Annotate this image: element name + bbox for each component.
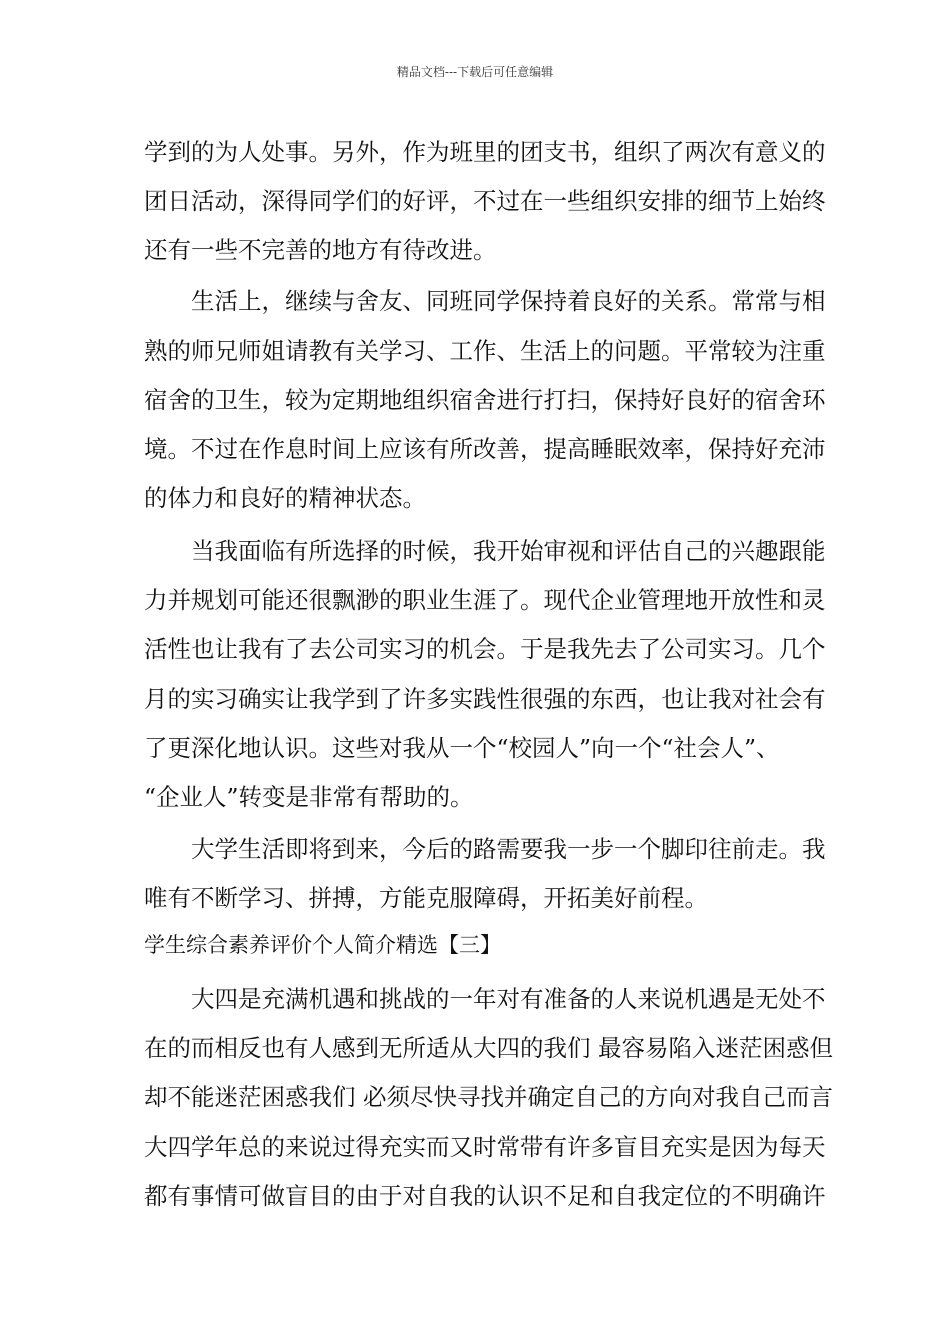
paragraph-line: 境。不过在作息时间上应该有所改善，提高睡眠效率，保持好充沛	[144, 435, 826, 463]
paragraph-line: 当我面临有所选择的时候，我开始审视和评估自己的兴趣跟能	[191, 537, 826, 565]
paragraph-line: 的体力和良好的精神状态。	[144, 484, 426, 512]
paragraph-line: 团日活动，深得同学们的好评，不过在一些组织安排的细节上始终	[144, 187, 826, 215]
paragraph-line: 大四是充满机遇和挑战的一年对有准备的人来说机遇是无处不	[191, 985, 826, 1013]
section-heading: 学生综合素养评价个人简介精选【三】	[144, 933, 501, 957]
paragraph-line: 却不能迷茫困惑我们 必须尽快寻找并确定自己的方向对我自己而言	[144, 1083, 833, 1111]
paragraph-line: 月的实习确实让我学到了许多实践性很强的东西，也让我对社会有	[144, 685, 826, 713]
paragraph-line: 了更深化地认识。这些对我从一个“校园人”向一个“社会人”、	[144, 734, 780, 762]
paragraph-line: 力并规划可能还很飘渺的职业生涯了。现代企业管理地开放性和灵	[144, 586, 826, 614]
paragraph-line: 还有一些不完善的地方有待改进。	[144, 236, 497, 264]
paragraph-line: 唯有不断学习、拼搏，方能克服障碍，开拓美好前程。	[144, 884, 708, 912]
paragraph-line: “企业人”转变是非常有帮助的。	[144, 783, 474, 811]
paragraph-line: 宿舍的卫生，较为定期地组织宿舍进行打扫，保持好良好的宿舍环	[144, 386, 826, 414]
page-header: 精品文档---下载后可任意编辑	[396, 65, 554, 79]
paragraph-line: 大四学年总的来说过得充实而又时常带有许多盲目充实是因为每天	[144, 1133, 826, 1161]
paragraph-line: 都有事情可做盲目的由于对自我的认识不足和自我定位的不明确许	[144, 1182, 826, 1210]
paragraph-line: 大学生活即将到来，今后的路需要我一步一个脚印往前走。我	[191, 835, 826, 863]
paragraph-line: 熟的师兄师姐请教有关学习、工作、生活上的问题。平常较为注重	[144, 337, 826, 365]
paragraph-line: 生活上，继续与舍友、同班同学保持着良好的关系。常常与相	[191, 287, 826, 315]
paragraph-line: 在的而相反也有人感到无所适从大四的我们 最容易陷入迷茫困惑但	[144, 1034, 833, 1062]
paragraph-line: 学到的为人处事。另外，作为班里的团支书，组织了两次有意义的	[144, 138, 826, 166]
paragraph-line: 活性也让我有了去公司实习的机会。于是我先去了公司实习。几个	[144, 635, 826, 663]
